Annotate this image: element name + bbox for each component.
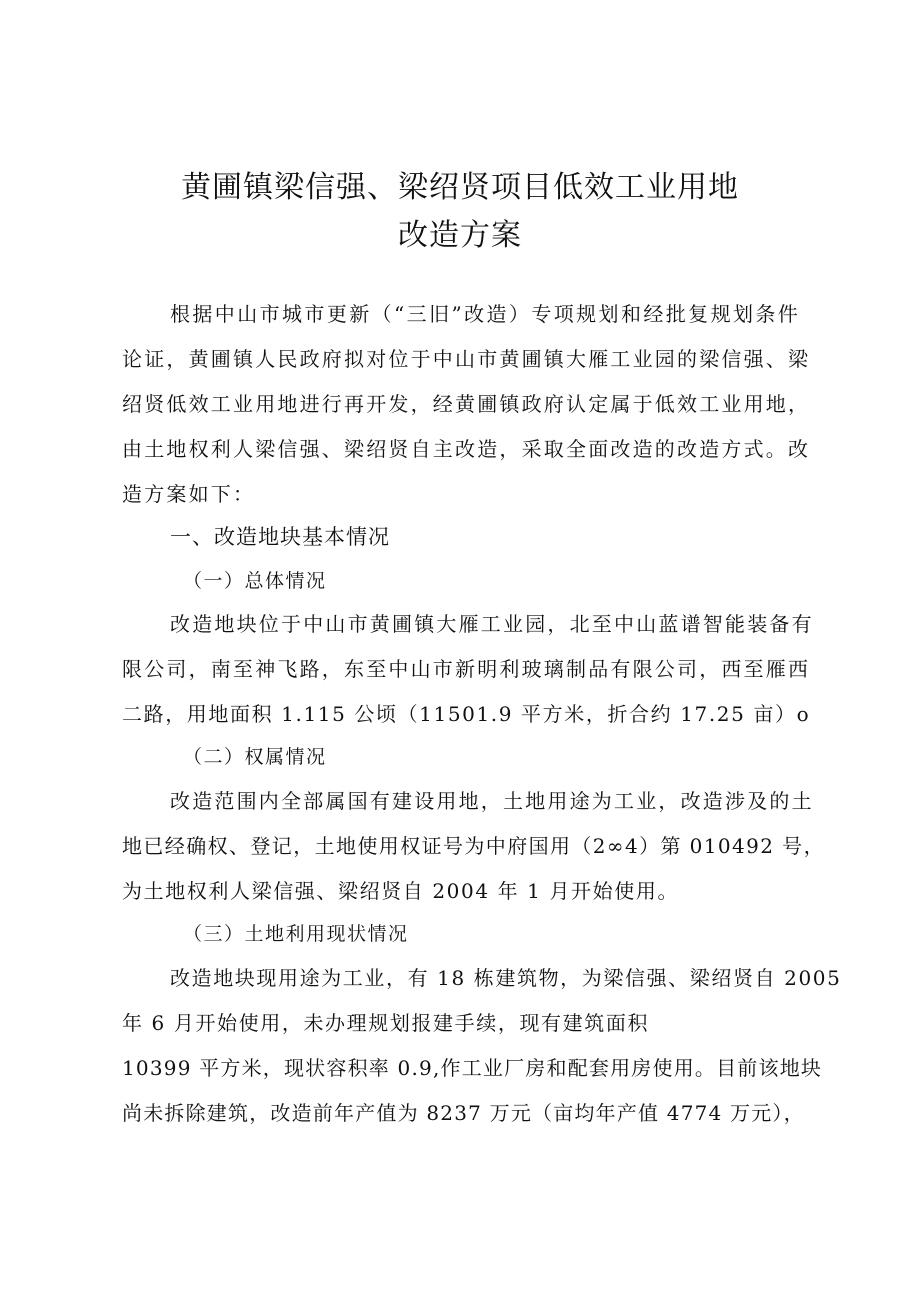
intro-line-5: 造方案如下： (122, 482, 256, 506)
subsection-heading-1: （一）总体情况 (183, 570, 327, 592)
intro-line-3: 绍贤低效工业用地进行再开发，经黄圃镇政府认定属于低效工业用地， (122, 392, 811, 416)
subsection-2-line-2: 地已经确权、登记，土地使用权证号为中府国用（2∞4）第 010492 号， (122, 834, 825, 858)
subsection-3-line-3: 10399 平方米，现状容积率 0.9,作工业厂房和配套用房使用。目前该地块 (122, 1056, 823, 1080)
subsection-heading-3: （三）土地利用现状情况 (183, 923, 409, 945)
section-heading-1: 一、改造地块基本情况 (170, 525, 390, 549)
subsection-heading-2: （二）权属情况 (183, 746, 327, 768)
subsection-1-line-3: 二路，用地面积 1.115 公顷（11501.9 平方米，折合约 17.25 亩）o (122, 702, 811, 726)
subsection-3-line-2: 年 6 月开始使用，未办理规划报建手续，现有建筑面积 (122, 1011, 650, 1035)
document-title-line-2: 改造方案 (398, 218, 522, 253)
subsection-1-line-1: 改造地块位于中山市黄圃镇大雁工业园，北至中山蓝谱智能装备有 (170, 612, 814, 636)
subsection-2-line-3: 为土地权利人梁信强、梁绍贤自 2004 年 1 月开始使用。 (122, 879, 680, 903)
intro-line-1: 根据中山市城市更新（“三旧”改造）专项规划和经批复规划条件 (170, 302, 800, 326)
document-title-line-1: 黄圃镇梁信强、梁绍贤项目低效工业用地 (181, 170, 739, 205)
subsection-2-line-1: 改造范围内全部属国有建设用地，土地用途为工业，改造涉及的土 (170, 789, 814, 813)
subsection-3-line-4: 尚未拆除建筑，改造前年产值为 8237 万元（亩均年产值 4774 万元）， (122, 1101, 805, 1125)
subsection-1-line-2: 限公司，南至神飞路，东至中山市新明利玻璃制品有限公司，西至雁西 (122, 657, 811, 681)
intro-line-2: 论证，黄圃镇人民政府拟对位于中山市黄圃镇大雁工业园的梁信强、梁 (122, 347, 811, 371)
intro-line-4: 由土地权利人梁信强、梁绍贤自主改造，采取全面改造的改造方式。改 (122, 437, 811, 461)
subsection-3-line-1: 改造地块现用途为工业，有 18 栋建筑物，为梁信强、梁绍贤自 2005 (170, 966, 842, 990)
